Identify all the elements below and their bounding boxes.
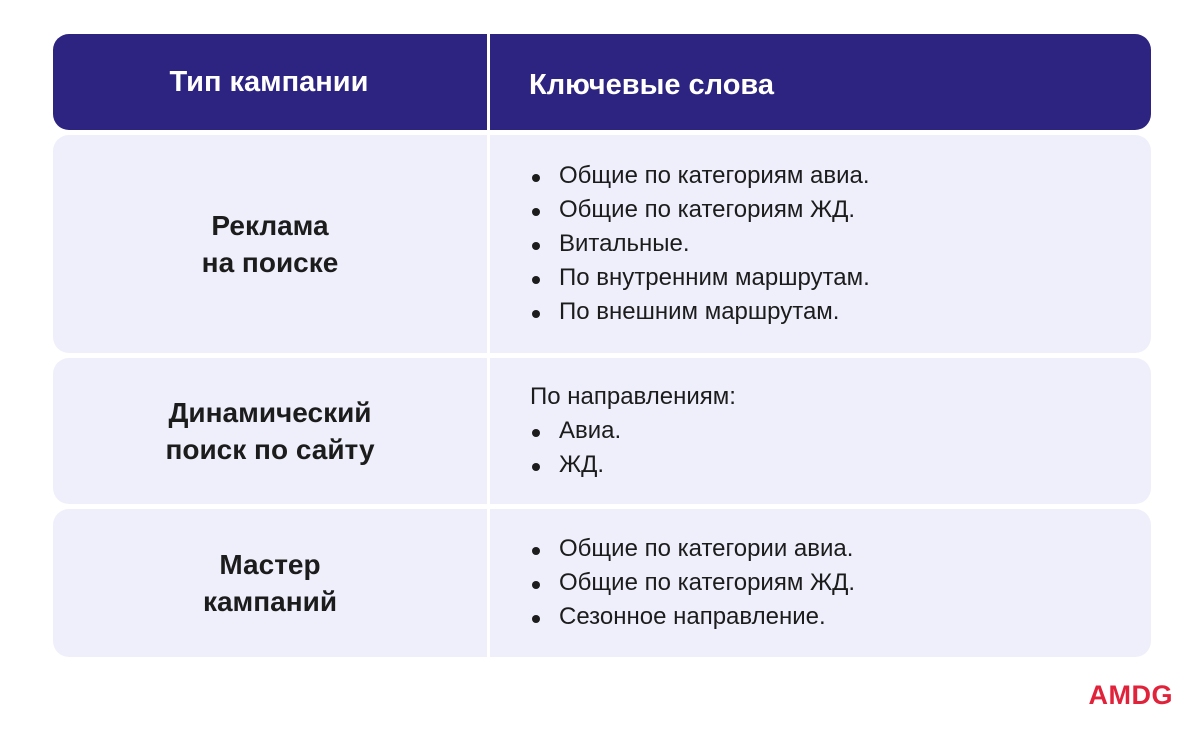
campaign-type-cell — [53, 358, 487, 504]
header-campaign-type: Тип кампании — [53, 34, 487, 130]
keywords-intro: По направлениям: — [530, 383, 736, 410]
keywords-cell — [490, 509, 1151, 657]
campaign-type-line: Динамический — [168, 397, 372, 428]
amdg-logo: AMDG — [1088, 680, 1173, 710]
keyword-item: ЖД. — [530, 448, 1151, 482]
keyword-item: Общие по категории авиа. — [530, 532, 1151, 566]
keyword-item: По внутренним маршрутам. — [530, 261, 1151, 295]
table-row — [53, 358, 1151, 504]
campaign-type-cell — [53, 135, 487, 353]
campaign-type-line: Реклама — [211, 210, 329, 241]
table-header-row — [53, 34, 1151, 130]
header-keywords: Ключевые слова — [490, 34, 1151, 130]
keyword-item: Сезонное направление. — [530, 600, 1151, 634]
campaign-keywords-table — [53, 34, 1151, 662]
keyword-item: Общие по категориям ЖД. — [530, 193, 1151, 227]
table-row — [53, 509, 1151, 657]
keywords-cell — [490, 135, 1151, 353]
keywords-list — [530, 159, 1151, 329]
keywords-cell — [490, 358, 1151, 504]
campaign-type-line: на поиске — [201, 247, 339, 278]
campaign-type-line: кампаний — [202, 586, 338, 617]
keyword-item: Общие по категориям ЖД. — [530, 566, 1151, 600]
keyword-item: Авиа. — [530, 414, 1151, 448]
keywords-list — [530, 532, 1151, 634]
keyword-item: Витальные. — [530, 227, 1151, 261]
keyword-item: Общие по категориям авиа. — [530, 159, 1151, 193]
keywords-list — [530, 414, 1151, 482]
campaign-type-line: поиск по сайту — [165, 434, 375, 465]
campaign-type-cell — [53, 509, 487, 657]
table-row — [53, 135, 1151, 353]
keyword-item: По внешним маршрутам. — [530, 295, 1151, 329]
campaign-type-line: Мастер — [219, 549, 321, 580]
